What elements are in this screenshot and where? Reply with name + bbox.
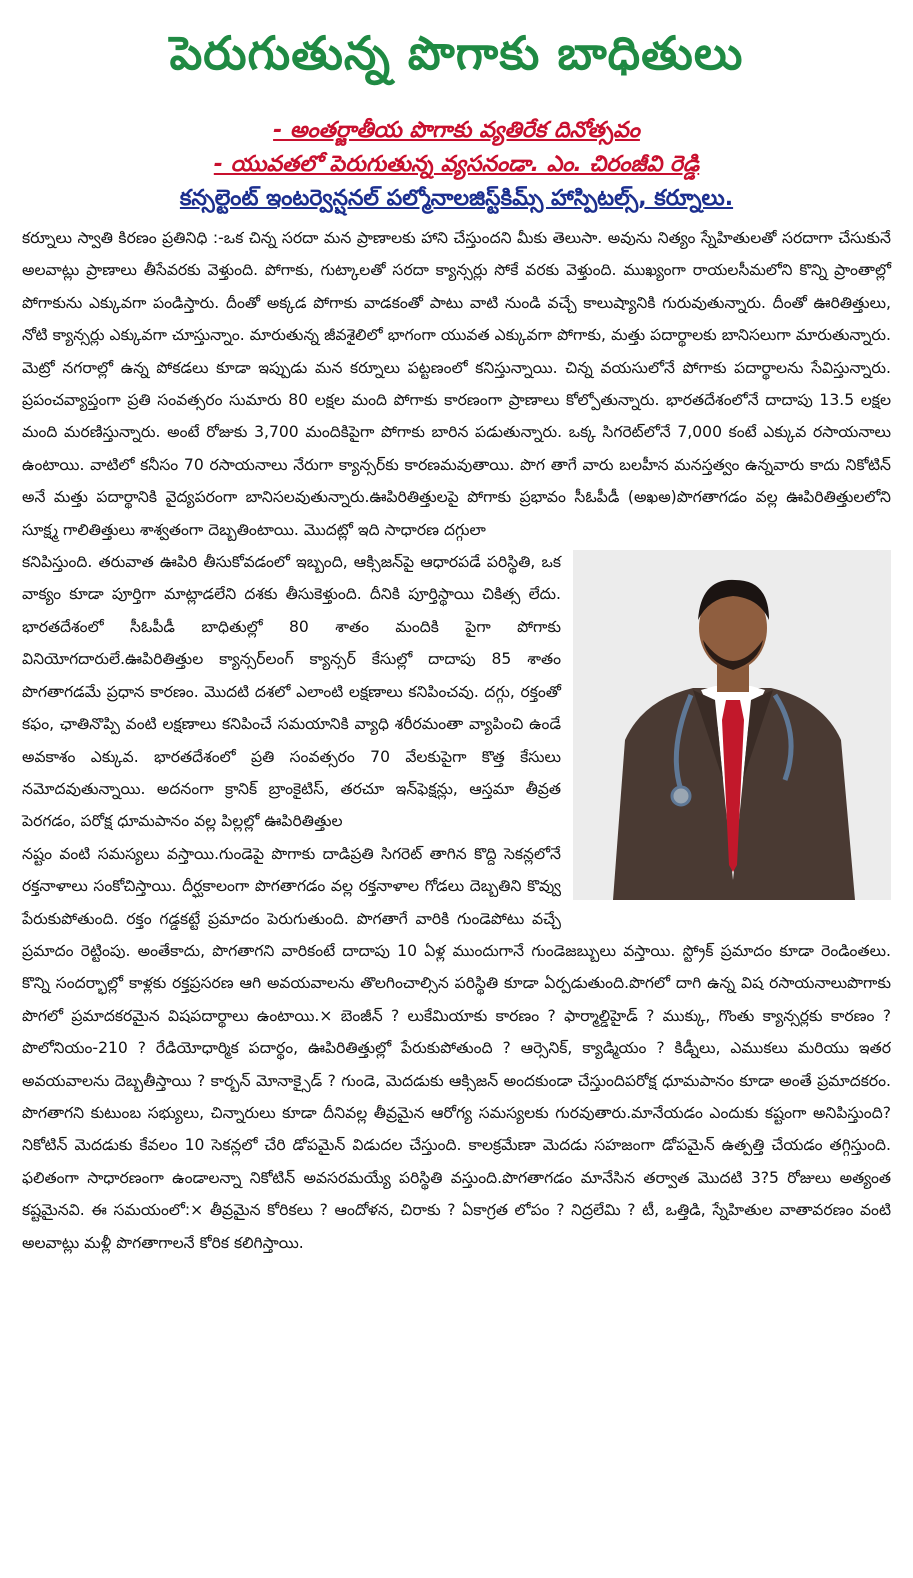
subheads — [22, 114, 891, 216]
body-paragraph-3: నష్టం వంటి సమస్యలు వస్తాయి.గుండెపై పొగాకు దాడిప్రతి సిగరెట్ తాగిన కొద్ది సెకన్లలోనే రక్తనాళాలు సంకోచిస్తాయి. దీర్ఘకాలంగా పొగతాగడం వల్ల రక్తనాళాల గోడలు దెబ్బతిని కొవ్వు పేరుకుపోతుంది. రక్తం గడ్డకట్టే ప్రమాదం పెరుగుతుంది. పొగతాగే వారికి గుండెపోటు వచ్చే ప్రమాదం రెట్టింపు. అంతేకాదు, పొగతాగని వారికంటే దాదాపు 10 ఏళ్ల ముందుగానే గుండెజబ్బులు వస్తాయి. స్ట్రోక్ ప్రమాదం కూడా రెండింతలు. కొన్ని సందర్భాల్లో కాళ్లకు రక్తప్రసరణ ఆగి అవయవాలను తొలగించాల్సిన పరిస్థితి కూడా ఏర్పడుతుంది.పొగలో దాగి ఉన్న విష రసాయనాలుపొగాకు పొగలో ప్రమాదకరమైన విషపదార్థాలు ఉంటాయి.× బెంజీన్ ? లుకేమియాకు కారణం ? ఫార్మాల్డిహైడ్ ? ముక్కు, గొంతు క్యాన్సర్లకు కారణం ? పొలోనియం-210 ? రేడియోధార్మిక పదార్థం, ఊపిరితిత్తుల్లో పేరుకుపోతుంది ? ఆర్సెనిక్, క్యాడ్మియం ? కిడ్నీలు, ఎముకలు మరియు ఇతర అవయవాలను దెబ్బతీస్తాయి ? కార్బన్ మోనాక్సైడ్ ? గుండె, మెదడుకు ఆక్సిజన్ అందకుండా చేస్తుందిపరోక్ష ధూమపానం కూడా అంతే ప్రమాదకరం. పొగతాగని కుటుంబ సభ్యులు, చిన్నారులు కూడా దీనివల్ల తీవ్రమైన ఆరోగ్య సమస్యలకు గురవుతారు.మానేయడం ఎందుకు కష్టంగా అనిపిస్తుంది?నికోటిన్ మెదడుకు కేవలం 10 సెకన్లలో చేరి డోపమైన్ విడుదల చేస్తుంది. కాలక్రమేణా మెదడు సహజంగా డోపమైన్ ఉత్పత్తి చేయడం తగ్గిస్తుంది. ఫలితంగా సాధారణంగా ఉండాలన్నా నికోటిన్ అవసరమయ్యే పరిస్థితి వస్తుంది.పొగతాగడం మానేసిన తర్వాత మొదటి 3?5 రోజులు అత్యంత కష్టమైనవి. ఈ సమయంలో:× తీవ్రమైన కోరికలు ? ఆందోళన, చిరాకు ? ఏకాగ్రత లోపం ? నిద్రలేమి ? టీ, ఒత్తిడి, స్నేహితుల వాతావరణం వంటి అలవాట్లు మళ్లీ పొగతాగాలనే కోరిక కలిగిస్తాయి. — [22, 844, 891, 1252]
article-body — [22, 222, 891, 1259]
subhead-3: కన్సల్టెంట్ ఇంటర్వెన్షనల్ పల్మోనాలజిస్ట్‌కిమ్స్ హాస్పిటల్స్, కర్నూలు. — [179, 186, 734, 211]
body-paragraph-1: కర్నూలు స్వాతి కిరణం ప్రతినిధి :-ఒక చిన్న సరదా మన ప్రాణాలకు హాని చేస్తుందని మీకు తెలుసా. అవును నిత్యం స్నేహితులతో సరదాగా చేసుకునే అలవాట్లు ప్రాణాలు తీసేవరకు వెళ్తుంది. పోగాకు, గుట్కాలతో సరదా క్యాన్సర్లు సోకే వరకు వెళ్తుంది. ముఖ్యంగా రాయలసీమలోని కొన్ని ప్రాంతాల్లో పోగాకును ఎక్కువగా పండిస్తారు. దీంతో అక్కడ పోగాకు వాడకంతో పాటు వాటి నుండి వచ్చే కాలుష్యానికి గురువుతున్నారు. దీంతో ఊరితిత్తులు, నోటి క్యాన్సర్లు ఎక్కువగా చూస్తున్నాం. మారుతున్న జీవశైలిలో భాగంగా యువత ఎక్కువగా పోగాకు, మత్తు పదార్థాలకు బానిసలుగా మారుతున్నారు. మెట్రో నగరాల్లో ఉన్న పోకడలు కూడా ఇప్పుడు మన కర్నూలు పట్టణంలో కనిస్తున్నాయి. చిన్న వయసులోనే పోగాకు పదార్థాలను సేవిస్తున్నారు. ప్రపంచవ్యాప్తంగా ప్రతి సంవత్సరం సుమారు 80 లక్షల మంది పోగాకు కారణంగా ప్రాణాలు కోల్పోతున్నారు. భారతదేశంలోనే దాదాపు 13.5 లక్షల మంది మరణిస్తున్నారు. అంటే రోజుకు 3,700 మందికిపైగా పోగాకు బారిన పడుతున్నారు. ఒక్క సిగరెట్‌లోనే 7,000 కంటే ఎక్కువ రసాయనాలు ఉంటాయి. వాటిలో కనీసం 70 రసాయనాలు నేరుగా క్యాన్సర్‌కు కారణమవుతాయి. పొగ తాగే వారు బలహీన మనస్తత్వం ఉన్నవారు కాదు నికోటిన్ అనే మత్తు పదార్థానికి వైద్యపరంగా బానిసలవుతున్నారు.ఊపిరితిత్తులపై పోగాకు ప్రభావం సీఓపీడీ (అఖఅ)పొగతాగడం వల్ల ఊపిరితిత్తులలోని సూక్ష్మ గాలితిత్తులు శాశ్వతంగా దెబ్బతింటాయి. మొదట్లో ఇది సాధారణ దగ్గులా — [22, 229, 891, 539]
doctor-portrait-icon — [573, 550, 891, 900]
doctor-photo — [573, 550, 891, 900]
body-paragraph-2: కనిపిస్తుంది. తరువాత ఊపిరి తీసుకోవడంలో ఇబ్బంది, ఆక్సిజన్‌పై ఆధారపడే పరిస్థితి, ఒక వాక్యం కూడా పూర్తిగా మాట్లాడలేని దశకు తీసుకెళ్తుంది. దీనికి పూర్తిస్థాయి చికిత్స లేదు. భారతదేశంలో సీఓపీడీ బాధితుల్లో 80 శాతం మందికి పైగా పోగాకు వినియోగదారులే.ఊపిరితిత్తుల క్యాన్సర్‌లంగ్ క్యాన్సర్ కేసుల్లో దాదాపు 85 శాతం పొగతాగడమే ప్రధాన కారణం. మొదటి దశలో ఎలాంటి లక్షణాలు కనిపించవు. దగ్గు, రక్తంతో కఫం, ఛాతినొప్పి వంటి లక్షణాలు కనిపించే సమయానికి వ్యాధి శరీరమంతా వ్యాపించి ఉండే అవకాశం ఎక్కువ. భారతదేశంలో ప్రతి సంవత్సరం 70 వేలకుపైగా కొత్త కేసులు నమోదవుతున్నాయి. అదనంగా క్రానిక్ బ్రాంకైటిస్, తరచూ ఇన్‌ఫెక్షన్లు, ఆస్తమా తీవ్రత పెరగడం, పరోక్ష ధూమపానం వల్ల పిల్లల్లో ఊపిరితిత్తుల — [22, 553, 561, 831]
article-headline: పెరుగుతున్న పొగాకు బాధితులు — [169, 26, 744, 80]
subhead-2: - యువతలో పెరుగుతున్న వ్యసనండా. ఎం. చిరంజీవి రెడ్డి — [213, 152, 700, 177]
subhead-1: - అంతర్జాతీయ పొగాకు వ్యతిరేక దినోత్సవం — [273, 118, 640, 143]
